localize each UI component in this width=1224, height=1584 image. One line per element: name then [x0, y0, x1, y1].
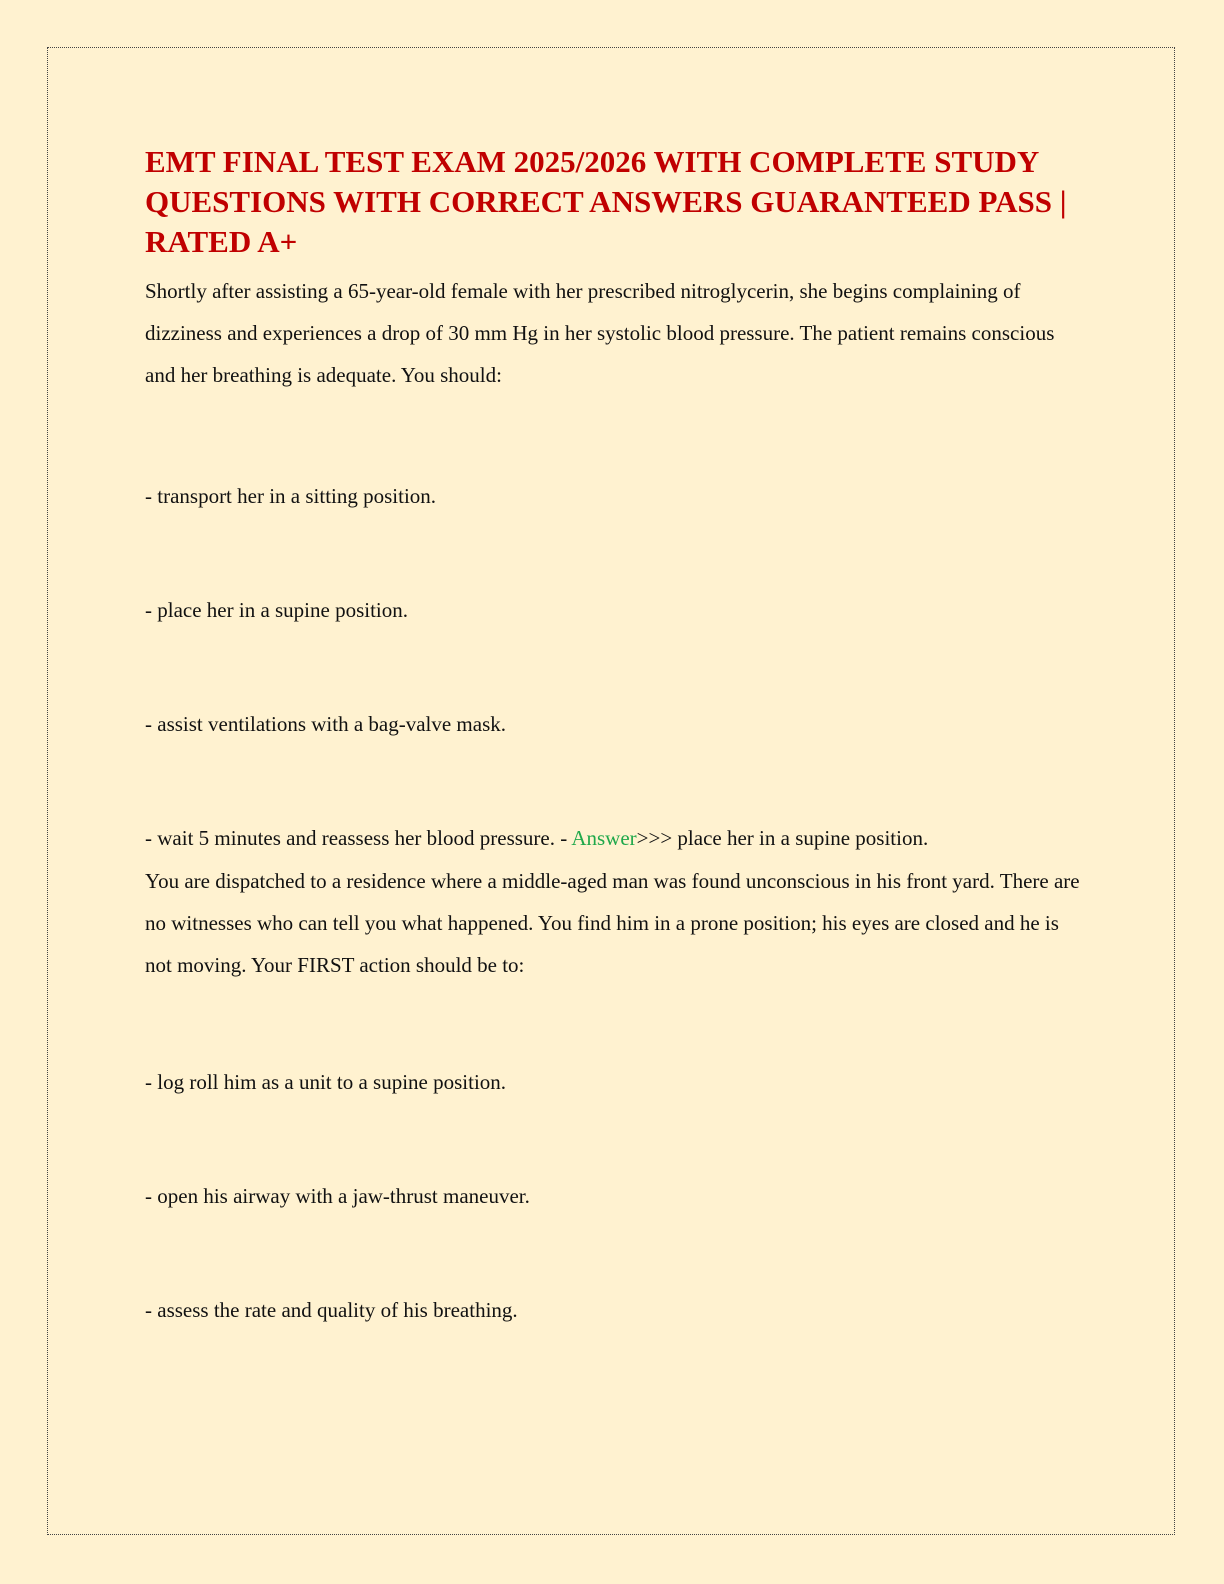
question-2-stem: You are dispatched to a residence where a middle-aged man was found unconscious in his front yard. There are no witnesses who can tell you what happened. You find him in a prone position; his eyes are closed and he is not moving. Your FIRST action should be to: [145, 869, 1080, 977]
question-1-option-c: - assist ventilations with a bag-valve mask. [145, 712, 507, 736]
question-1-option-b: - place her in a supine position. [145, 598, 409, 622]
answer-label: Answer [571, 826, 637, 850]
question-1-option-d-with-answer [145, 822, 1085, 854]
document-title: EMT FINAL TEST EXAM 2025/2026 WITH COMPLETE STUDY QUESTIONS WITH CORRECT ANSWERS GUARANTEED PASS | RATED A+ [145, 144, 1067, 259]
question-1-answer: >>> place her in a supine position. [636, 826, 929, 850]
question-2-option-c: - assess the rate and quality of his breathing. [145, 1298, 518, 1322]
question-1-option-a: - transport her in a sitting position. [145, 484, 437, 508]
question-1-option-d: - wait 5 minutes and reassess her blood pressure. - [145, 826, 572, 850]
question-2-option-b: - open his airway with a jaw-thrust maneuver. [145, 1184, 530, 1208]
question-2-option-a: - log roll him as a unit to a supine position. [145, 1070, 507, 1094]
question-1-stem: Shortly after assisting a 65-year-old female with her prescribed nitroglycerin, she begins complaining of dizziness and experiences a drop of 30 mm Hg in her systolic blood pressure. The patient remains conscious and her breathing is adequate. You should: [145, 279, 1055, 387]
document-content [145, 142, 1085, 1326]
